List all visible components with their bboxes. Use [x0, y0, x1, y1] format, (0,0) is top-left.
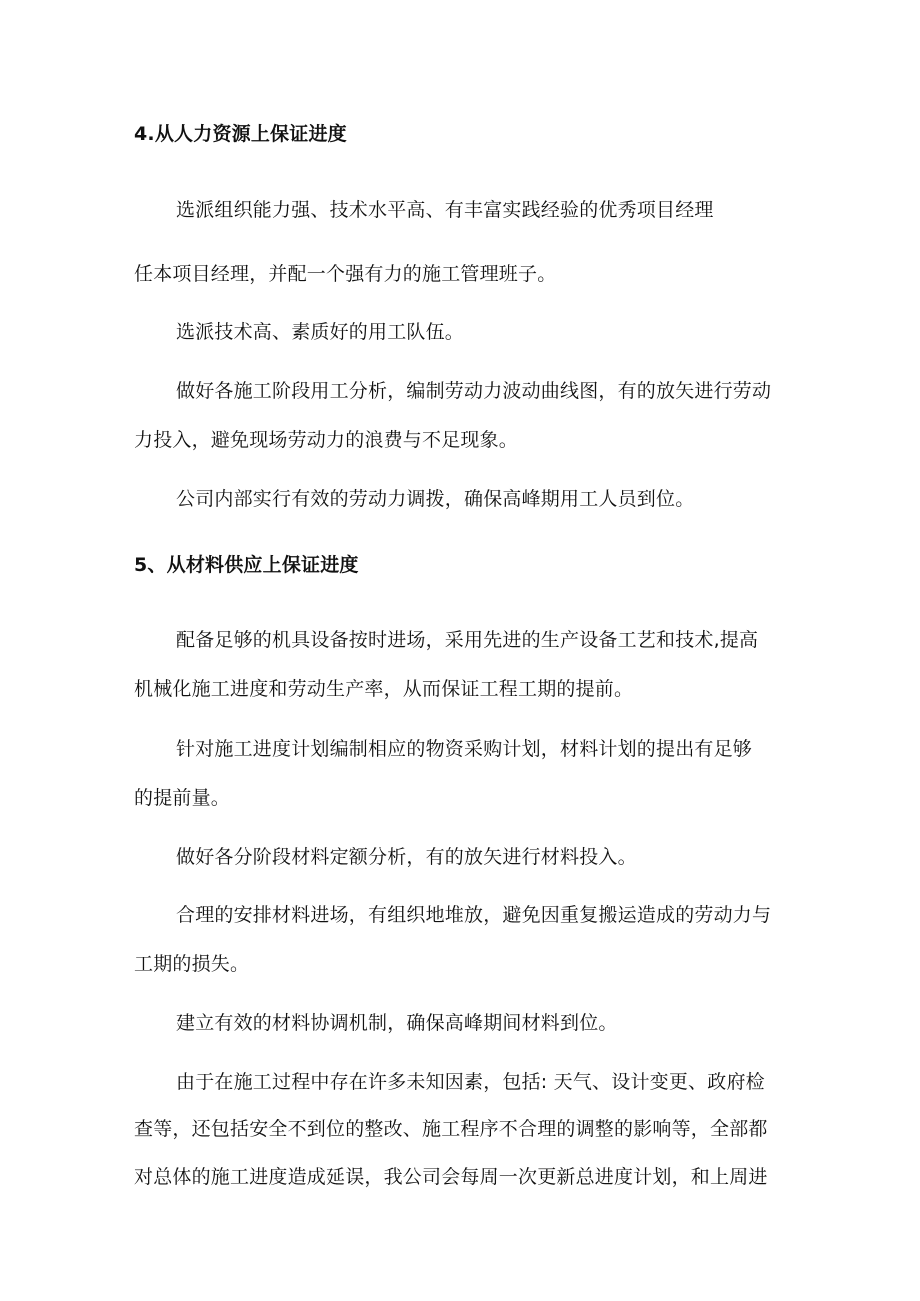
section-5-paragraph-4-line-2: 工期的损失。: [134, 953, 250, 975]
section-4-paragraph-2: 选派技术高、素质好的用工队伍。: [176, 321, 465, 343]
section-5-paragraph-2-line-1: 针对施工进度计划编制相应的物资采购计划，材料计划的提出有足够: [176, 738, 753, 760]
section-4-paragraph-3-line-2: 力投入，避免现场劳动力的浪费与不足现象。: [134, 429, 519, 451]
section-4-heading: 4.从人力资源上保证进度: [134, 123, 347, 145]
section-5-paragraph-3: 做好各分阶段材料定额分析，有的放矢进行材料投入。: [176, 846, 637, 868]
section-5-paragraph-6-line-1: 由于在施工过程中存在许多未知因素，包括: 天气、设计变更、政府检: [176, 1071, 765, 1093]
section-5-paragraph-5: 建立有效的材料协调机制，确保高峰期间材料到位。: [176, 1012, 618, 1034]
section-4-paragraph-4: 公司内部实行有效的劳动力调拨，确保高峰期用工人员到位。: [176, 488, 695, 510]
section-4-paragraph-3-line-1: 做好各施工阶段用工分析，编制劳动力波动曲线图，有的放矢进行劳动: [176, 380, 772, 402]
section-5-heading: 5、从材料供应上保证进度: [134, 554, 359, 576]
section-4-paragraph-1-line-1: 选派组织能力强、技术水平高、有丰富实践经验的优秀项目经理: [176, 199, 714, 221]
section-5-paragraph-4-line-1: 合理的安排材料进场，有组织地堆放，避免因重复搬运造成的劳动力与: [176, 904, 772, 926]
section-5-paragraph-2-line-2: 的提前量。: [134, 787, 231, 809]
section-4-paragraph-1-line-2: 任本项目经理，并配一个强有力的施工管理班子。: [134, 263, 557, 285]
section-5-paragraph-6-line-2: 查等，还包括安全不到位的整改、施工程序不合理的调整的影响等，全部都: [134, 1118, 768, 1140]
section-5-paragraph-1-line-2: 机械化施工进度和劳动生产率，从而保证工程工期的提前。: [134, 678, 634, 700]
section-5-paragraph-1-line-1: 配备足够的机具设备按时进场，采用先进的生产设备工艺和技术,提高: [176, 629, 759, 651]
section-5-paragraph-6-line-3: 对总体的施工进度造成延误，我公司会每周一次更新总进度计划，和上周进: [134, 1166, 768, 1188]
